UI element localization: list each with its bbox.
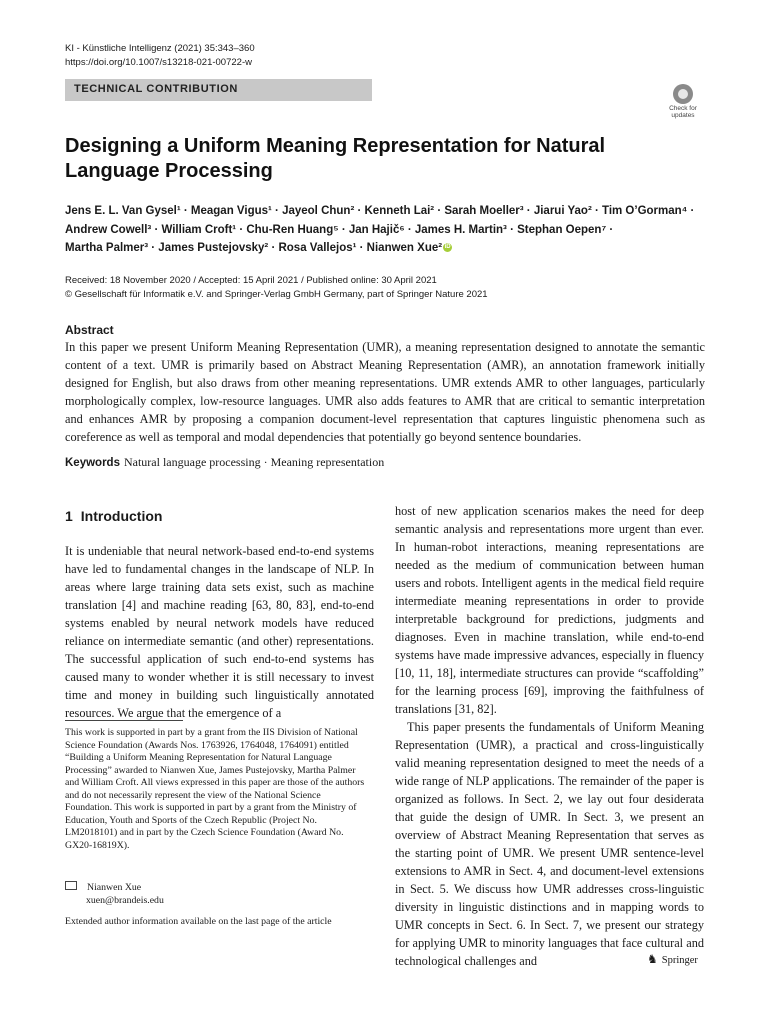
orcid-icon[interactable]: iD (444, 244, 451, 251)
author-line-3-text: Martha Palmer³ · James Pustejovsky² · Rosa Vallejos¹ · Nianwen Xue² (65, 242, 443, 254)
article-type-banner (65, 79, 372, 101)
footnote-divider (65, 720, 183, 721)
corresponding-author (65, 881, 164, 907)
article-type-label: TECHNICAL CONTRIBUTION (74, 83, 238, 95)
corresponding-name: Nianwen Xue (87, 882, 142, 893)
extended-author-info: Extended author information available on the last page of the article (65, 916, 332, 927)
section-title: Introduction (80, 508, 163, 524)
check-updates-icon (673, 84, 693, 104)
right-column-paragraph-1: host of new application scenarios makes the need for deep semantic analysis and representations more urgent than ever. In human-robot interactions, meaning representations are needed as the medium of communication between human users and robots. Intelligent agents in the medical field require intermediate meaning representations in order to provide interpretable background for predictions, judgments and diagnoses. Even in machine translation, while end-to-end systems have made impressive advances, especially in fluency [10, 11, 18], intermediate structures can provide “scaffolding” for the learning process [69], improving the faithfulness of translations [31, 82]. (395, 504, 704, 716)
publisher-logo (647, 952, 698, 967)
check-for-updates-badge[interactable] (664, 84, 702, 122)
journal-citation: KI - Künstliche Intelligenz (2021) 35:343–360 (65, 43, 255, 54)
funding-footnote: This work is supported in part by a grant from the IIS Division of National Science Foundation (Awards Nos. 1763926, 1764048, 1764091) entitled “Building a Uniform Meaning Representation for Natural Language Processing” awarded to Nianwen Xue, James Pustejovsky, Martha Palmer and William Croft. All views expressed in this paper are those of the authors and do not necessarily represent the view of the National Science Foundation. This work is supported in part by a grant from the Ministry of Education, Youth and Sports of the Czech Republic (Project No. LM2018101) and in part by the Czech Science Foundation (Award No. GX20-16819X). (65, 727, 365, 851)
copyright-line: © Gesellschaft für Informatik e.V. and Springer-Verlag GmbH Germany, part of Springer Nature 2021 (65, 288, 488, 300)
check-updates-line1: Check for (669, 105, 697, 112)
abstract-text: In this paper we present Uniform Meaning Representation (UMR), a meaning representation designed to annotate the semantic content of a text. UMR is primarily based on Abstract Meaning Representation (AMR), an annotation framework initially designed for English, but also draws from other meaning representations. UMR extends AMR to other languages, particularly morphologically complex, low-resource languages. UMR also adds features to AMR that are critical to semantic interpretation and enhances AMR by proposing a companion document-level representation that captures linguistic phenomena such as coreference as well as temporal and modal dependencies that potentially go beyond sentence boundaries. (65, 340, 705, 444)
corresponding-email[interactable]: xuen@brandeis.edu (86, 894, 164, 906)
envelope-icon (65, 881, 77, 890)
author-line-1: Jens E. L. Van Gysel¹ · Meagan Vigus¹ · Jayeol Chun² · Kenneth Lai² · Sarah Moeller³ · Jiarui Yao² · Tim O’Gorman⁴ · (65, 205, 695, 217)
journal-header (65, 42, 255, 70)
keywords-text: Natural language processing · Meaning representation (123, 455, 385, 469)
springer-horse-icon: ♞ (647, 952, 658, 966)
author-list (65, 202, 715, 258)
dates-line: Received: 18 November 2020 / Accepted: 15 April 2021 / Published online: 30 April 2021 (65, 275, 437, 286)
right-column (395, 502, 704, 970)
publisher-name: Springer (661, 955, 698, 966)
keywords (65, 455, 384, 470)
right-column-paragraph-2: This paper presents the fundamentals of Uniform Meaning Representation (UMR), a practical and cross-linguistically valid meaning representation designed to meet the needs of a wide range of NLP applications. The remainder of the paper is organized as follows. In Sect. 2, we lay out four desiderata that guide the design of UMR. In Sect. 3, we present an overview of Abstract Meaning Representation that serves as the starting point of UMR. We present UMR sentence-level extensions to AMR in Sect. 4, and document-level extensions in Sect. 5. We discuss how UMR addresses cross-linguistic diversity in linguistic distinctions and in mapping words to UMR concepts in Sect. 6. In Sect. 7, we present our strategy for applying UMR to minority languages that face cultural and technological challenges and (395, 720, 704, 968)
paper-title: Designing a Uniform Meaning Representation for Natural Language Processing (65, 135, 606, 182)
abstract-heading: Abstract (65, 323, 114, 337)
author-line-2: Andrew Cowell³ · William Croft¹ · Chu-Ren Huang⁵ · Jan Hajič⁶ · James H. Martin³ · Stephan Oepen⁷ · (65, 223, 614, 236)
keywords-label: Keywords (65, 457, 120, 469)
author-line-3 (65, 239, 715, 258)
doi-link[interactable]: https://doi.org/10.1007/s13218-021-00722-w (65, 57, 252, 68)
section-heading (65, 508, 170, 524)
section-number: 1 (65, 508, 73, 524)
publication-dates (65, 274, 488, 301)
left-column-text: It is undeniable that neural network-based end-to-end systems have led to fundamental changes in the landscape of NLP. In areas where large training data sets exist, such as machine translation [4] and machine reading [63, 80, 83], end-to-end systems enabled by neural network models have reduced reliance on intermediate semantic (and other) representations. The successful application of such end-to-end systems has caused many to wonder whether it is still necessary to invest time and money in building such linguistically annotated resources. We argue that the emergence of a (65, 544, 374, 720)
check-updates-caption (664, 105, 702, 119)
check-updates-line2: updates (671, 112, 695, 119)
